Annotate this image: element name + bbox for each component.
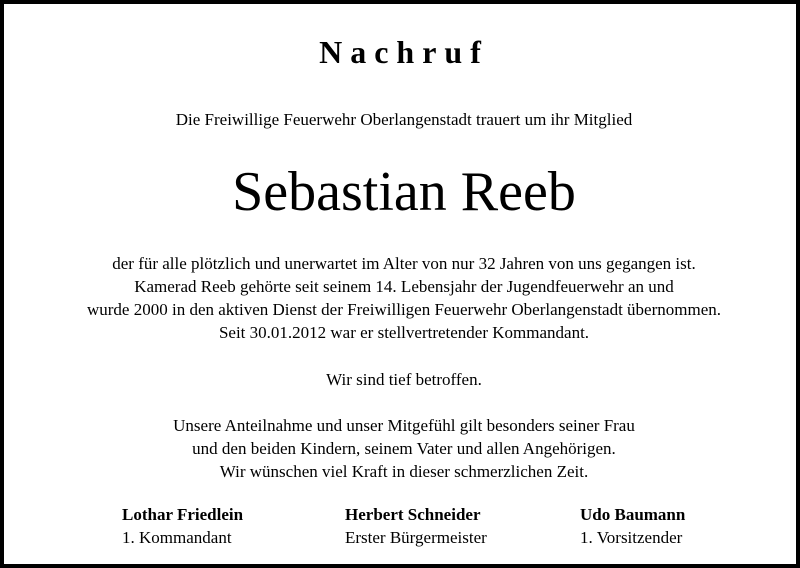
signatory [122, 503, 243, 549]
signatory-name: Lothar Friedlein [122, 505, 244, 524]
text-line: Wir sind tief betroffen. [326, 370, 482, 389]
signatory-role: 1. Vorsitzender [580, 528, 683, 547]
text-line: wurde 2000 in den aktiven Dienst der Freiwilligen Feuerwehr Oberlangenstadt übernommen. [86, 300, 722, 319]
signatory [580, 503, 685, 549]
text-line: der für alle plötzlich und unerwartet im Alter von nur 32 Jahren von uns gegangen ist. [112, 254, 696, 273]
condolence-statement [4, 368, 800, 391]
signatory-name: Herbert Schneider [345, 505, 481, 524]
signatory-role: 1. Kommandant [122, 528, 232, 547]
intro-text: Die Freiwillige Feuerwehr Oberlangenstadt trauert um ihr Mitglied [175, 110, 633, 129]
text-line: Wir wünschen viel Kraft in dieser schmerzlichen Zeit. [219, 462, 589, 481]
text-line: Seit 30.01.2012 war er stellvertretender Kommandant. [218, 323, 590, 342]
signatory-role: Erster Bürgermeister [345, 528, 487, 547]
text-line: Unsere Anteilnahme und unser Mitgefühl gilt besonders seiner Frau [173, 416, 635, 435]
signatory [345, 503, 487, 549]
text-line: Kamerad Reeb gehörte seit seinem 14. Lebensjahr der Jugendfeuerwehr an und [134, 277, 674, 296]
text-line: und den beiden Kindern, seinem Vater und allen Angehörigen. [192, 439, 616, 458]
signatory-name: Udo Baumann [580, 505, 686, 524]
deceased-name: Sebastian Reeb [232, 161, 576, 223]
biography-paragraph [4, 252, 800, 344]
sympathy-paragraph [4, 414, 800, 483]
notice-heading: Nachruf [319, 34, 489, 70]
signatories [4, 503, 800, 551]
